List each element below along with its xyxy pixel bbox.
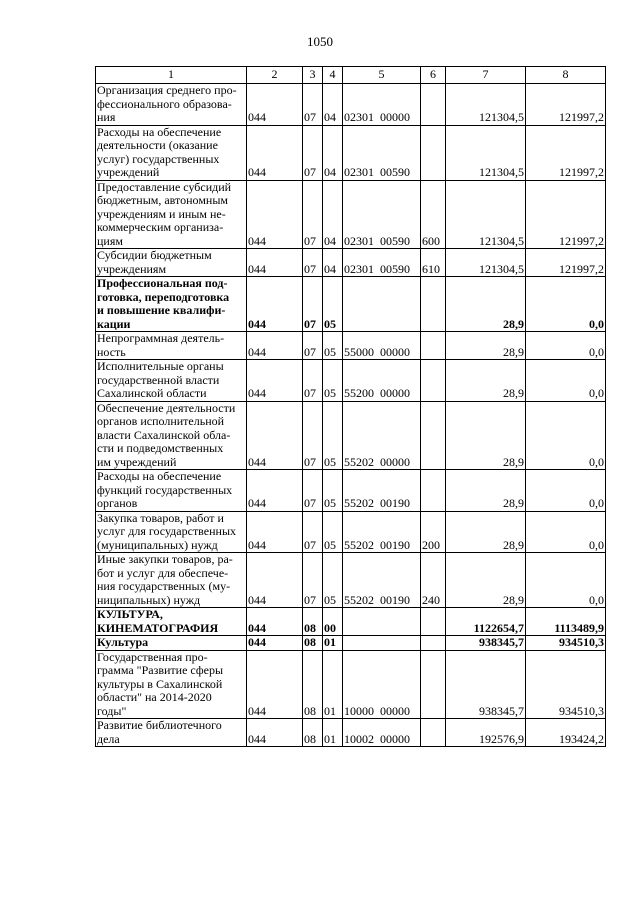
header-col-4: 4	[323, 67, 343, 84]
cell-section: 07	[303, 553, 323, 608]
cell-section: 08	[303, 608, 323, 636]
cell-item-name	[96, 180, 247, 249]
cell-grbs: 044	[247, 360, 303, 402]
cell-subsection: 04	[323, 84, 343, 126]
item-name-line: ния	[97, 110, 116, 124]
item-name-line: Расходы на обеспечение	[97, 469, 222, 483]
item-name-line: государственной власти	[97, 372, 220, 387]
cell-target-article: 10002 00000	[343, 719, 421, 747]
cell-item-name	[96, 719, 247, 747]
cell-amount-col8: 0,0	[526, 277, 606, 332]
cell-expense-type: 610	[421, 249, 446, 277]
cell-subsection: 04	[323, 125, 343, 180]
item-name-line: им учреждений	[97, 454, 177, 469]
cell-expense-type	[421, 470, 446, 512]
cell-amount-col7: 938345,7	[446, 636, 526, 651]
cell-target-article	[343, 636, 421, 651]
cell-section: 07	[303, 277, 323, 332]
cell-target-article: 55202 00000	[343, 401, 421, 470]
cell-item-name	[96, 332, 247, 360]
cell-item-name	[96, 84, 247, 126]
cell-item-name	[96, 636, 247, 651]
table-body	[96, 84, 606, 747]
cell-target-article	[343, 277, 421, 332]
cell-grbs: 044	[247, 511, 303, 553]
cell-amount-col8: 0,0	[526, 553, 606, 608]
item-name-line: ность	[97, 344, 126, 359]
cell-grbs: 044	[247, 553, 303, 608]
item-name-line: деятельности (оказание	[97, 138, 218, 152]
table-row	[96, 719, 606, 747]
cell-amount-col8: 1113489,9	[526, 608, 606, 636]
cell-grbs: 044	[247, 650, 303, 719]
cell-item-name	[96, 277, 247, 332]
item-name-line: функций государственных	[97, 482, 233, 497]
cell-amount-col7: 121304,5	[446, 84, 526, 126]
cell-target-article: 55202 00190	[343, 553, 421, 608]
item-name-line: Сахалинской области	[97, 386, 207, 400]
cell-amount-col8: 0,0	[526, 470, 606, 512]
cell-expense-type	[421, 636, 446, 651]
item-name-line: (муниципальных) нужд	[97, 537, 218, 552]
cell-item-name	[96, 249, 247, 277]
cell-amount-col8: 0,0	[526, 401, 606, 470]
item-name-line: Обеспечение деятельности	[97, 401, 236, 415]
item-name-line: готовка, переподготовка	[97, 289, 230, 304]
page-number: 1050	[307, 34, 333, 49]
cell-subsection: 05	[323, 277, 343, 332]
item-name-line: Исполнительные органы	[97, 359, 224, 373]
cell-item-name	[96, 511, 247, 553]
cell-target-article: 55202 00190	[343, 470, 421, 512]
item-name-line: Государственная про-	[97, 650, 208, 664]
table-row	[96, 608, 606, 636]
item-name-line: КИНЕМАТОГРАФИЯ	[97, 620, 219, 635]
cell-subsection: 01	[323, 719, 343, 747]
cell-subsection: 01	[323, 636, 343, 651]
cell-expense-type	[421, 360, 446, 402]
header-col-6: 6	[421, 67, 446, 84]
item-name-line: ния государственных (му-	[97, 579, 231, 593]
item-name-line: Субсидии бюджетным	[97, 248, 212, 262]
table-row	[96, 360, 606, 402]
item-name-line: Иные закупки товаров, ра-	[97, 552, 233, 566]
cell-expense-type	[421, 125, 446, 180]
cell-amount-col8: 0,0	[526, 360, 606, 402]
cell-item-name	[96, 553, 247, 608]
cell-expense-type: 200	[421, 511, 446, 553]
cell-amount-col7: 121304,5	[446, 125, 526, 180]
cell-section: 07	[303, 180, 323, 249]
cell-expense-type	[421, 84, 446, 126]
cell-expense-type	[421, 608, 446, 636]
cell-amount-col7: 1122654,7	[446, 608, 526, 636]
item-name-line: и повышение квалифи-	[97, 303, 226, 317]
cell-amount-col7: 28,9	[446, 511, 526, 553]
item-name-line: КУЛЬТУРА,	[97, 607, 163, 621]
table-row	[96, 332, 606, 360]
cell-item-name	[96, 360, 247, 402]
cell-grbs: 044	[247, 84, 303, 126]
cell-item-name	[96, 401, 247, 470]
cell-expense-type	[421, 719, 446, 747]
table-row	[96, 511, 606, 553]
cell-amount-col8: 121997,2	[526, 180, 606, 249]
item-name-line: учреждений	[97, 165, 160, 179]
item-name-line: бюджетным, автономным	[97, 193, 228, 207]
item-name-line: Организация среднего про-	[97, 83, 237, 97]
cell-amount-col7: 28,9	[446, 277, 526, 332]
cell-grbs: 044	[247, 401, 303, 470]
cell-amount-col8: 934510,3	[526, 650, 606, 719]
cell-grbs: 044	[247, 277, 303, 332]
cell-subsection: 01	[323, 650, 343, 719]
cell-amount-col7: 28,9	[446, 332, 526, 360]
cell-amount-col7: 121304,5	[446, 249, 526, 277]
cell-amount-col7: 28,9	[446, 401, 526, 470]
item-name-line: дела	[97, 731, 120, 746]
cell-target-article: 55000 00000	[343, 332, 421, 360]
cell-expense-type	[421, 401, 446, 470]
item-name-line: сти и подведомственных	[97, 441, 224, 455]
cell-grbs: 044	[247, 636, 303, 651]
cell-subsection: 04	[323, 249, 343, 277]
table-row	[96, 636, 606, 651]
item-name-line: Развитие библиотечного	[97, 718, 222, 732]
item-name-line: коммерческим организа-	[97, 220, 224, 234]
item-name-line: кации	[97, 316, 131, 331]
cell-target-article: 02301 00590	[343, 249, 421, 277]
cell-amount-col8: 193424,2	[526, 719, 606, 747]
item-name-line: области" на 2014-2020	[97, 690, 212, 704]
table-row	[96, 84, 606, 126]
item-name-line: органов исполнительной	[97, 414, 225, 428]
cell-amount-col7: 28,9	[446, 553, 526, 608]
cell-grbs: 044	[247, 180, 303, 249]
cell-amount-col7: 121304,5	[446, 180, 526, 249]
cell-subsection: 05	[323, 470, 343, 512]
cell-section: 07	[303, 332, 323, 360]
header-col-5: 5	[343, 67, 421, 84]
cell-expense-type: 600	[421, 180, 446, 249]
cell-target-article: 02301 00590	[343, 180, 421, 249]
table-row	[96, 125, 606, 180]
item-name-line: учреждениям и иным не-	[97, 206, 226, 221]
cell-subsection: 05	[323, 553, 343, 608]
table-row	[96, 650, 606, 719]
cell-section: 07	[303, 511, 323, 553]
cell-amount-col7: 28,9	[446, 470, 526, 512]
cell-grbs: 044	[247, 608, 303, 636]
cell-grbs: 044	[247, 332, 303, 360]
cell-grbs: 044	[247, 470, 303, 512]
cell-section: 07	[303, 249, 323, 277]
table-row	[96, 401, 606, 470]
item-name-line: циям	[97, 233, 123, 248]
cell-amount-col7: 192576,9	[446, 719, 526, 747]
cell-target-article: 02301 00590	[343, 125, 421, 180]
cell-item-name	[96, 470, 247, 512]
cell-item-name	[96, 125, 247, 180]
item-name-line: Непрограммная деятель-	[97, 331, 225, 345]
cell-amount-col7: 28,9	[446, 360, 526, 402]
cell-subsection: 00	[323, 608, 343, 636]
cell-amount-col8: 121997,2	[526, 84, 606, 126]
cell-grbs: 044	[247, 719, 303, 747]
cell-amount-col8: 0,0	[526, 511, 606, 553]
cell-section: 07	[303, 401, 323, 470]
item-name-line: Культура	[97, 635, 149, 649]
item-name-line: бот и услуг для обеспече-	[97, 565, 229, 580]
item-name-line: фессионального образова-	[97, 96, 232, 111]
item-name-line: Расходы на обеспечение	[97, 125, 222, 139]
budget-table	[95, 66, 606, 747]
item-name-line: органов	[97, 496, 138, 510]
cell-section: 08	[303, 650, 323, 719]
cell-subsection: 05	[323, 511, 343, 553]
cell-target-article: 02301 00000	[343, 84, 421, 126]
header-col-2: 2	[247, 67, 303, 84]
header-col-1: 1	[96, 67, 247, 84]
item-name-line: культуры в Сахалинской	[97, 676, 223, 691]
cell-target-article: 55200 00000	[343, 360, 421, 402]
cell-target-article	[343, 608, 421, 636]
item-name-line: услуг) государственных	[97, 151, 220, 166]
header-col-8: 8	[526, 67, 606, 84]
table-row	[96, 277, 606, 332]
cell-subsection: 05	[323, 332, 343, 360]
cell-subsection: 05	[323, 401, 343, 470]
cell-section: 08	[303, 636, 323, 651]
cell-grbs: 044	[247, 125, 303, 180]
item-name-line: Закупка товаров, работ и	[97, 511, 224, 525]
cell-section: 08	[303, 719, 323, 747]
table-row	[96, 553, 606, 608]
cell-target-article: 55202 00190	[343, 511, 421, 553]
cell-target-article: 10000 00000	[343, 650, 421, 719]
item-name-line: услуг для государственных	[97, 524, 237, 538]
cell-expense-type	[421, 332, 446, 360]
item-name-line: годы"	[97, 703, 127, 718]
cell-expense-type	[421, 650, 446, 719]
cell-amount-col8: 121997,2	[526, 125, 606, 180]
header-row	[96, 67, 606, 84]
cell-expense-type	[421, 277, 446, 332]
cell-item-name	[96, 650, 247, 719]
cell-section: 07	[303, 470, 323, 512]
cell-section: 07	[303, 125, 323, 180]
cell-section: 07	[303, 84, 323, 126]
item-name-line: грамма "Развитие сферы	[97, 663, 224, 677]
table-row	[96, 470, 606, 512]
item-name-line: Профессиональная под-	[97, 276, 228, 290]
cell-subsection: 04	[323, 180, 343, 249]
item-name-line: учреждениям	[97, 261, 167, 276]
table-row	[96, 249, 606, 277]
item-name-line: власти Сахалинской обла-	[97, 427, 231, 442]
cell-amount-col8: 0,0	[526, 332, 606, 360]
cell-item-name	[96, 608, 247, 636]
cell-amount-col8: 934510,3	[526, 636, 606, 651]
cell-amount-col8: 121997,2	[526, 249, 606, 277]
cell-section: 07	[303, 360, 323, 402]
item-name-line: ниципальных) нужд	[97, 592, 201, 607]
cell-grbs: 044	[247, 249, 303, 277]
header-col-3: 3	[303, 67, 323, 84]
table-row	[96, 180, 606, 249]
header-col-7: 7	[446, 67, 526, 84]
cell-subsection: 05	[323, 360, 343, 402]
cell-expense-type: 240	[421, 553, 446, 608]
item-name-line: Предоставление субсидий	[97, 180, 232, 194]
cell-amount-col7: 938345,7	[446, 650, 526, 719]
